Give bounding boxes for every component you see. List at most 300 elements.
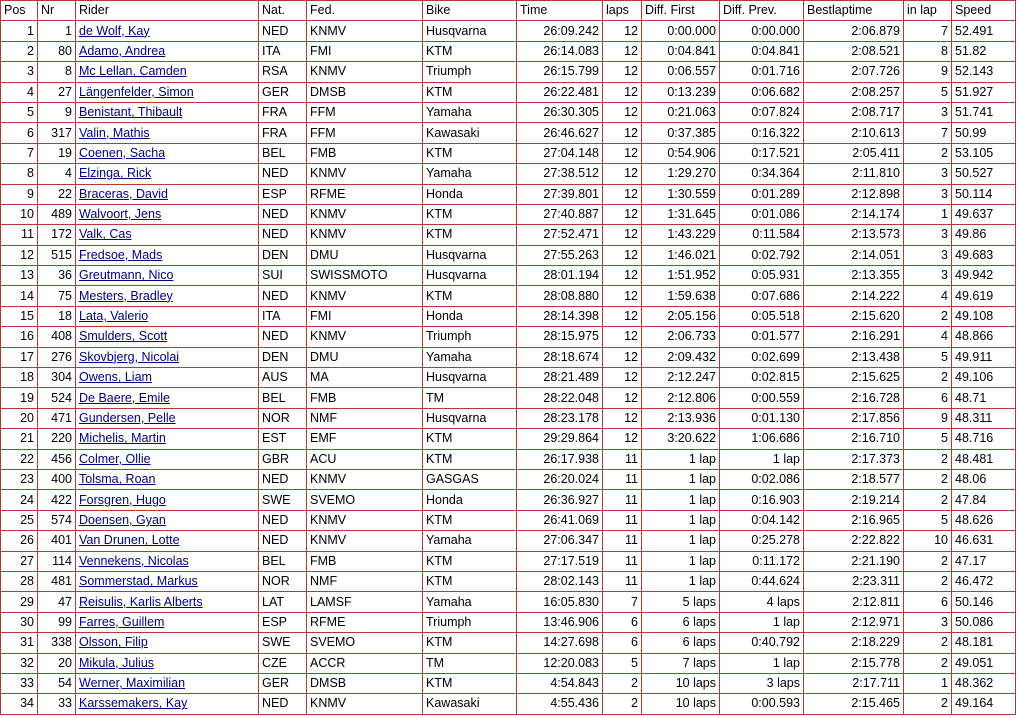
rider-link[interactable]: Längenfelder, Simon bbox=[79, 84, 194, 99]
cell-bike: Triumph bbox=[423, 327, 517, 347]
rider-link[interactable]: Benistant, Thibault bbox=[79, 105, 183, 120]
cell-nr: 400 bbox=[38, 469, 76, 489]
cell-bike: KTM bbox=[423, 41, 517, 61]
rider-link[interactable]: Tolsma, Roan bbox=[79, 472, 156, 487]
rider-link[interactable]: Lata, Valerio bbox=[79, 309, 149, 324]
cell-laps: 12 bbox=[603, 286, 642, 306]
rider-link[interactable]: Braceras, David bbox=[79, 186, 168, 201]
cell-pos: 7 bbox=[1, 143, 38, 163]
cell-diff-first: 1:51.952 bbox=[642, 266, 720, 286]
cell-fed: KNMV bbox=[307, 531, 423, 551]
cell-laps: 12 bbox=[603, 245, 642, 265]
cell-time: 4:55.436 bbox=[517, 694, 603, 714]
cell-rider bbox=[76, 429, 259, 449]
rider-link[interactable]: Sommerstad, Markus bbox=[79, 574, 198, 589]
cell-diff-first: 3:20.622 bbox=[642, 429, 720, 449]
cell-nat: ESP bbox=[259, 184, 307, 204]
cell-rider bbox=[76, 551, 259, 571]
rider-link[interactable]: Valin, Mathis bbox=[79, 125, 150, 140]
cell-diff-first: 1 lap bbox=[642, 551, 720, 571]
cell-fed: DMSB bbox=[307, 673, 423, 693]
cell-bestlaptime: 2:08.521 bbox=[804, 41, 904, 61]
cell-laps: 11 bbox=[603, 531, 642, 551]
cell-diff-prev: 0:16.322 bbox=[720, 123, 804, 143]
cell-bike: Husqvarna bbox=[423, 21, 517, 41]
cell-rider bbox=[76, 62, 259, 82]
cell-time: 13:46.906 bbox=[517, 612, 603, 632]
cell-speed: 48.626 bbox=[952, 510, 1016, 530]
cell-diff-first: 0:21.063 bbox=[642, 102, 720, 122]
table-row bbox=[1, 673, 1016, 693]
cell-pos: 3 bbox=[1, 62, 38, 82]
cell-in-lap: 9 bbox=[904, 62, 952, 82]
cell-bestlaptime: 2:16.710 bbox=[804, 429, 904, 449]
cell-diff-first: 1:43.229 bbox=[642, 225, 720, 245]
cell-speed: 47.84 bbox=[952, 490, 1016, 510]
cell-diff-prev: 0:06.682 bbox=[720, 82, 804, 102]
table-row bbox=[1, 327, 1016, 347]
col-header-laps: laps bbox=[603, 1, 642, 21]
col-header-fed: Fed. bbox=[307, 1, 423, 21]
cell-speed: 49.86 bbox=[952, 225, 1016, 245]
rider-link[interactable]: Michelis, Martin bbox=[79, 431, 166, 446]
cell-fed: NMF bbox=[307, 408, 423, 428]
cell-time: 27:38.512 bbox=[517, 164, 603, 184]
rider-link[interactable]: Owens, Liam bbox=[79, 370, 152, 385]
cell-nr: 574 bbox=[38, 510, 76, 530]
cell-laps: 12 bbox=[603, 388, 642, 408]
cell-nr: 80 bbox=[38, 41, 76, 61]
cell-pos: 13 bbox=[1, 266, 38, 286]
cell-fed: DMU bbox=[307, 347, 423, 367]
cell-diff-first: 0:13.239 bbox=[642, 82, 720, 102]
rider-link[interactable]: Van Drunen, Lotte bbox=[79, 533, 180, 548]
cell-bike: Honda bbox=[423, 306, 517, 326]
cell-diff-prev: 0:01.130 bbox=[720, 408, 804, 428]
rider-link[interactable]: Skovbjerg, Nicolai bbox=[79, 349, 180, 364]
cell-bike: Honda bbox=[423, 490, 517, 510]
cell-fed: KNMV bbox=[307, 327, 423, 347]
cell-nr: 8 bbox=[38, 62, 76, 82]
cell-bestlaptime: 2:18.577 bbox=[804, 469, 904, 489]
cell-rider bbox=[76, 694, 259, 714]
cell-nr: 515 bbox=[38, 245, 76, 265]
cell-diff-prev: 0:04.841 bbox=[720, 41, 804, 61]
cell-in-lap: 2 bbox=[904, 653, 952, 673]
cell-bestlaptime: 2:17.711 bbox=[804, 673, 904, 693]
cell-nat: FRA bbox=[259, 123, 307, 143]
cell-bike: KTM bbox=[423, 449, 517, 469]
cell-bike: TM bbox=[423, 388, 517, 408]
cell-nat: GER bbox=[259, 82, 307, 102]
cell-diff-prev: 0:01.716 bbox=[720, 62, 804, 82]
cell-bike: Yamaha bbox=[423, 347, 517, 367]
cell-pos: 10 bbox=[1, 204, 38, 224]
cell-nr: 422 bbox=[38, 490, 76, 510]
table-row bbox=[1, 653, 1016, 673]
col-header-diff-first: Diff. First bbox=[642, 1, 720, 21]
cell-bestlaptime: 2:15.625 bbox=[804, 368, 904, 388]
cell-bestlaptime: 2:14.174 bbox=[804, 204, 904, 224]
rider-link[interactable]: Doensen, Gyan bbox=[79, 512, 166, 527]
cell-fed: LAMSF bbox=[307, 592, 423, 612]
col-header-pos: Pos bbox=[1, 1, 38, 21]
cell-diff-first: 1:59.638 bbox=[642, 286, 720, 306]
cell-diff-first: 1 lap bbox=[642, 531, 720, 551]
cell-diff-first: 2:09.432 bbox=[642, 347, 720, 367]
rider-link[interactable]: Smulders, Scott bbox=[79, 329, 168, 344]
cell-diff-prev: 0:44.624 bbox=[720, 571, 804, 591]
rider-link[interactable]: Fredsoe, Mads bbox=[79, 247, 163, 262]
cell-in-lap: 9 bbox=[904, 408, 952, 428]
cell-speed: 49.108 bbox=[952, 306, 1016, 326]
cell-bestlaptime: 2:12.811 bbox=[804, 592, 904, 612]
cell-fed: KNMV bbox=[307, 510, 423, 530]
cell-diff-prev: 0:34.364 bbox=[720, 164, 804, 184]
cell-rider bbox=[76, 490, 259, 510]
table-row bbox=[1, 41, 1016, 61]
cell-bike: KTM bbox=[423, 286, 517, 306]
cell-laps: 6 bbox=[603, 633, 642, 653]
cell-speed: 51.82 bbox=[952, 41, 1016, 61]
cell-rider bbox=[76, 286, 259, 306]
cell-time: 26:30.305 bbox=[517, 102, 603, 122]
cell-diff-prev: 0:40.792 bbox=[720, 633, 804, 653]
cell-rider bbox=[76, 327, 259, 347]
rider-link[interactable]: Valk, Cas bbox=[79, 227, 132, 242]
cell-bike: KTM bbox=[423, 143, 517, 163]
rider-link[interactable]: De Baere, Emile bbox=[79, 390, 171, 405]
cell-nat: SUI bbox=[259, 266, 307, 286]
cell-pos: 26 bbox=[1, 531, 38, 551]
cell-nat: NED bbox=[259, 286, 307, 306]
cell-bike: Kawasaki bbox=[423, 694, 517, 714]
rider-link[interactable]: Mc Lellan, Camden bbox=[79, 64, 187, 79]
cell-in-lap: 2 bbox=[904, 571, 952, 591]
cell-rider bbox=[76, 184, 259, 204]
table-row bbox=[1, 510, 1016, 530]
rider-link[interactable]: Walvoort, Jens bbox=[79, 207, 162, 222]
table-row bbox=[1, 286, 1016, 306]
cell-laps: 11 bbox=[603, 510, 642, 530]
cell-time: 28:02.143 bbox=[517, 571, 603, 591]
cell-diff-prev: 0:11.172 bbox=[720, 551, 804, 571]
col-header-speed: Speed bbox=[952, 1, 1016, 21]
col-header-bestlaptime: Bestlaptime bbox=[804, 1, 904, 21]
cell-diff-prev: 0:01.086 bbox=[720, 204, 804, 224]
cell-rider bbox=[76, 102, 259, 122]
cell-nat: NED bbox=[259, 469, 307, 489]
cell-diff-first: 1:46.021 bbox=[642, 245, 720, 265]
cell-fed: ACU bbox=[307, 449, 423, 469]
rider-link[interactable]: Gundersen, Pelle bbox=[79, 411, 176, 425]
cell-speed: 48.866 bbox=[952, 327, 1016, 347]
table-row bbox=[1, 490, 1016, 510]
cell-rider bbox=[76, 368, 259, 388]
cell-speed: 50.114 bbox=[952, 184, 1016, 204]
cell-nat: SWE bbox=[259, 633, 307, 653]
cell-diff-first: 0:06.557 bbox=[642, 62, 720, 82]
cell-bestlaptime: 2:14.222 bbox=[804, 286, 904, 306]
cell-rider bbox=[76, 41, 259, 61]
cell-nat: FRA bbox=[259, 102, 307, 122]
cell-diff-first: 10 laps bbox=[642, 694, 720, 714]
cell-bestlaptime: 2:15.620 bbox=[804, 306, 904, 326]
rider-link[interactable]: Werner, Maximilian bbox=[79, 676, 186, 691]
cell-rider bbox=[76, 408, 259, 428]
cell-pos: 32 bbox=[1, 653, 38, 673]
cell-pos: 15 bbox=[1, 306, 38, 326]
cell-bike: KTM bbox=[423, 82, 517, 102]
cell-fed: RFME bbox=[307, 612, 423, 632]
cell-bestlaptime: 2:19.214 bbox=[804, 490, 904, 510]
table-row bbox=[1, 571, 1016, 591]
cell-rider bbox=[76, 633, 259, 653]
cell-speed: 49.683 bbox=[952, 245, 1016, 265]
cell-diff-first: 0:04.841 bbox=[642, 41, 720, 61]
cell-nr: 489 bbox=[38, 204, 76, 224]
cell-rider bbox=[76, 673, 259, 693]
rider-link[interactable]: Olsson, Filip bbox=[79, 635, 148, 650]
cell-laps: 11 bbox=[603, 551, 642, 571]
cell-nr: 18 bbox=[38, 306, 76, 326]
cell-pos: 5 bbox=[1, 102, 38, 122]
cell-rider bbox=[76, 306, 259, 326]
cell-speed: 47.17 bbox=[952, 551, 1016, 571]
cell-diff-prev: 0:04.142 bbox=[720, 510, 804, 530]
cell-pos: 31 bbox=[1, 633, 38, 653]
cell-laps: 12 bbox=[603, 21, 642, 41]
cell-diff-first: 6 laps bbox=[642, 612, 720, 632]
rider-link[interactable]: Farres, Guillem bbox=[79, 614, 165, 629]
cell-fed: DMU bbox=[307, 245, 423, 265]
cell-nat: LAT bbox=[259, 592, 307, 612]
cell-fed: RFME bbox=[307, 184, 423, 204]
cell-nr: 338 bbox=[38, 633, 76, 653]
cell-laps: 12 bbox=[603, 266, 642, 286]
cell-bestlaptime: 2:18.229 bbox=[804, 633, 904, 653]
cell-nr: 317 bbox=[38, 123, 76, 143]
cell-fed: FMB bbox=[307, 551, 423, 571]
cell-laps: 12 bbox=[603, 306, 642, 326]
cell-diff-prev: 0:07.824 bbox=[720, 102, 804, 122]
cell-in-lap: 3 bbox=[904, 164, 952, 184]
cell-bestlaptime: 2:05.411 bbox=[804, 143, 904, 163]
rider-link[interactable]: Reisulis, Karlis Alberts bbox=[79, 594, 203, 609]
cell-laps: 11 bbox=[603, 571, 642, 591]
table-row bbox=[1, 82, 1016, 102]
cell-diff-first: 1:29.270 bbox=[642, 164, 720, 184]
cell-bike: Yamaha bbox=[423, 164, 517, 184]
cell-laps: 12 bbox=[603, 368, 642, 388]
rider-link[interactable]: Greutmann, Nico bbox=[79, 268, 174, 283]
cell-time: 27:17.519 bbox=[517, 551, 603, 571]
cell-rider bbox=[76, 266, 259, 286]
cell-laps: 11 bbox=[603, 490, 642, 510]
cell-bestlaptime: 2:13.573 bbox=[804, 225, 904, 245]
cell-in-lap: 3 bbox=[904, 612, 952, 632]
cell-pos: 8 bbox=[1, 164, 38, 184]
cell-time: 4:54.843 bbox=[517, 673, 603, 693]
rider-link[interactable]: Mesters, Bradley bbox=[79, 288, 173, 303]
cell-nr: 276 bbox=[38, 347, 76, 367]
cell-time: 29:29.864 bbox=[517, 429, 603, 449]
cell-rider bbox=[76, 143, 259, 163]
cell-in-lap: 3 bbox=[904, 245, 952, 265]
cell-rider bbox=[76, 164, 259, 184]
cell-diff-first: 1 lap bbox=[642, 490, 720, 510]
cell-time: 16:05.830 bbox=[517, 592, 603, 612]
cell-laps: 12 bbox=[603, 143, 642, 163]
cell-speed: 48.481 bbox=[952, 449, 1016, 469]
cell-pos: 33 bbox=[1, 673, 38, 693]
cell-diff-first: 2:05.156 bbox=[642, 306, 720, 326]
cell-in-lap: 5 bbox=[904, 347, 952, 367]
cell-speed: 51.741 bbox=[952, 102, 1016, 122]
cell-diff-first: 2:06.733 bbox=[642, 327, 720, 347]
cell-rider bbox=[76, 531, 259, 551]
cell-laps: 12 bbox=[603, 184, 642, 204]
cell-time: 27:39.801 bbox=[517, 184, 603, 204]
table-row bbox=[1, 184, 1016, 204]
cell-speed: 49.619 bbox=[952, 286, 1016, 306]
rider-link[interactable]: Colmer, Ollie bbox=[79, 451, 151, 466]
cell-speed: 49.637 bbox=[952, 204, 1016, 224]
table-row bbox=[1, 531, 1016, 551]
cell-diff-prev: 0:05.931 bbox=[720, 266, 804, 286]
table-row bbox=[1, 592, 1016, 612]
cell-nat: BEL bbox=[259, 551, 307, 571]
rider-link[interactable]: Elzinga, Rick bbox=[79, 166, 152, 181]
cell-nat: GER bbox=[259, 673, 307, 693]
cell-bestlaptime: 2:23.311 bbox=[804, 571, 904, 591]
cell-laps: 12 bbox=[603, 82, 642, 102]
cell-nat: BEL bbox=[259, 143, 307, 163]
cell-fed: ACCR bbox=[307, 653, 423, 673]
cell-laps: 12 bbox=[603, 408, 642, 428]
cell-laps: 12 bbox=[603, 347, 642, 367]
cell-nr: 304 bbox=[38, 368, 76, 388]
cell-in-lap: 7 bbox=[904, 21, 952, 41]
table-row bbox=[1, 694, 1016, 714]
cell-pos: 24 bbox=[1, 490, 38, 510]
cell-rider bbox=[76, 449, 259, 469]
cell-in-lap: 1 bbox=[904, 673, 952, 693]
cell-in-lap: 4 bbox=[904, 286, 952, 306]
cell-pos: 29 bbox=[1, 592, 38, 612]
cell-bestlaptime: 2:13.438 bbox=[804, 347, 904, 367]
cell-diff-first: 1 lap bbox=[642, 449, 720, 469]
cell-nr: 4 bbox=[38, 164, 76, 184]
cell-fed: KNMV bbox=[307, 21, 423, 41]
cell-nr: 99 bbox=[38, 612, 76, 632]
cell-nr: 524 bbox=[38, 388, 76, 408]
cell-time: 28:22.048 bbox=[517, 388, 603, 408]
cell-in-lap: 2 bbox=[904, 551, 952, 571]
cell-diff-first: 5 laps bbox=[642, 592, 720, 612]
cell-rider bbox=[76, 204, 259, 224]
cell-laps: 11 bbox=[603, 449, 642, 469]
cell-pos: 19 bbox=[1, 388, 38, 408]
cell-diff-first: 0:54.906 bbox=[642, 143, 720, 163]
rider-link[interactable]: de Wolf, Kay bbox=[79, 23, 150, 38]
cell-laps: 7 bbox=[603, 592, 642, 612]
cell-bike: Husqvarna bbox=[423, 245, 517, 265]
cell-pos: 25 bbox=[1, 510, 38, 530]
cell-in-lap: 5 bbox=[904, 82, 952, 102]
cell-pos: 20 bbox=[1, 408, 38, 428]
cell-nr: 54 bbox=[38, 673, 76, 693]
cell-diff-prev: 0:16.903 bbox=[720, 490, 804, 510]
cell-fed: FFM bbox=[307, 123, 423, 143]
cell-laps: 12 bbox=[603, 429, 642, 449]
cell-diff-first: 10 laps bbox=[642, 673, 720, 693]
cell-bike: Kawasaki bbox=[423, 123, 517, 143]
cell-time: 26:22.481 bbox=[517, 82, 603, 102]
cell-pos: 1 bbox=[1, 21, 38, 41]
rider-link[interactable]: Karssemakers, Kay bbox=[79, 696, 188, 711]
cell-pos: 23 bbox=[1, 469, 38, 489]
cell-in-lap: 2 bbox=[904, 633, 952, 653]
cell-laps: 12 bbox=[603, 123, 642, 143]
cell-in-lap: 5 bbox=[904, 429, 952, 449]
cell-pos: 34 bbox=[1, 694, 38, 714]
cell-in-lap: 2 bbox=[904, 449, 952, 469]
cell-diff-first: 1 lap bbox=[642, 510, 720, 530]
col-header-time: Time bbox=[517, 1, 603, 21]
rider-link[interactable]: Vennekens, Nicolas bbox=[79, 553, 189, 568]
cell-nat: NED bbox=[259, 225, 307, 245]
cell-nat: AUS bbox=[259, 368, 307, 388]
cell-nr: 22 bbox=[38, 184, 76, 204]
rider-link[interactable]: Adamo, Andrea bbox=[79, 43, 166, 58]
cell-time: 26:17.938 bbox=[517, 449, 603, 469]
cell-laps: 12 bbox=[603, 164, 642, 184]
cell-speed: 48.71 bbox=[952, 388, 1016, 408]
cell-fed: KNMV bbox=[307, 286, 423, 306]
cell-fed: MA bbox=[307, 368, 423, 388]
cell-nat: ITA bbox=[259, 41, 307, 61]
cell-time: 26:46.627 bbox=[517, 123, 603, 143]
rider-link[interactable]: Forsgren, Hugo bbox=[79, 492, 166, 507]
cell-diff-prev: 0:07.686 bbox=[720, 286, 804, 306]
table-row bbox=[1, 225, 1016, 245]
col-header-rider: Rider bbox=[76, 1, 259, 21]
rider-link[interactable]: Mikula, Julius bbox=[79, 655, 155, 670]
cell-laps: 12 bbox=[603, 327, 642, 347]
cell-bike: Triumph bbox=[423, 612, 517, 632]
cell-bestlaptime: 2:08.717 bbox=[804, 102, 904, 122]
cell-bike: Yamaha bbox=[423, 592, 517, 612]
cell-in-lap: 10 bbox=[904, 531, 952, 551]
cell-bestlaptime: 2:21.190 bbox=[804, 551, 904, 571]
cell-time: 28:18.674 bbox=[517, 347, 603, 367]
cell-nr: 401 bbox=[38, 531, 76, 551]
table-row bbox=[1, 388, 1016, 408]
cell-nr: 471 bbox=[38, 408, 76, 428]
cell-speed: 52.491 bbox=[952, 21, 1016, 41]
cell-time: 28:15.975 bbox=[517, 327, 603, 347]
cell-fed: KNMV bbox=[307, 62, 423, 82]
header-row bbox=[1, 1, 1016, 21]
cell-fed: KNMV bbox=[307, 164, 423, 184]
cell-bike: Yamaha bbox=[423, 102, 517, 122]
cell-fed: KNMV bbox=[307, 469, 423, 489]
cell-pos: 17 bbox=[1, 347, 38, 367]
cell-nr: 75 bbox=[38, 286, 76, 306]
cell-nat: BEL bbox=[259, 388, 307, 408]
rider-link[interactable]: Coenen, Sacha bbox=[79, 145, 166, 160]
